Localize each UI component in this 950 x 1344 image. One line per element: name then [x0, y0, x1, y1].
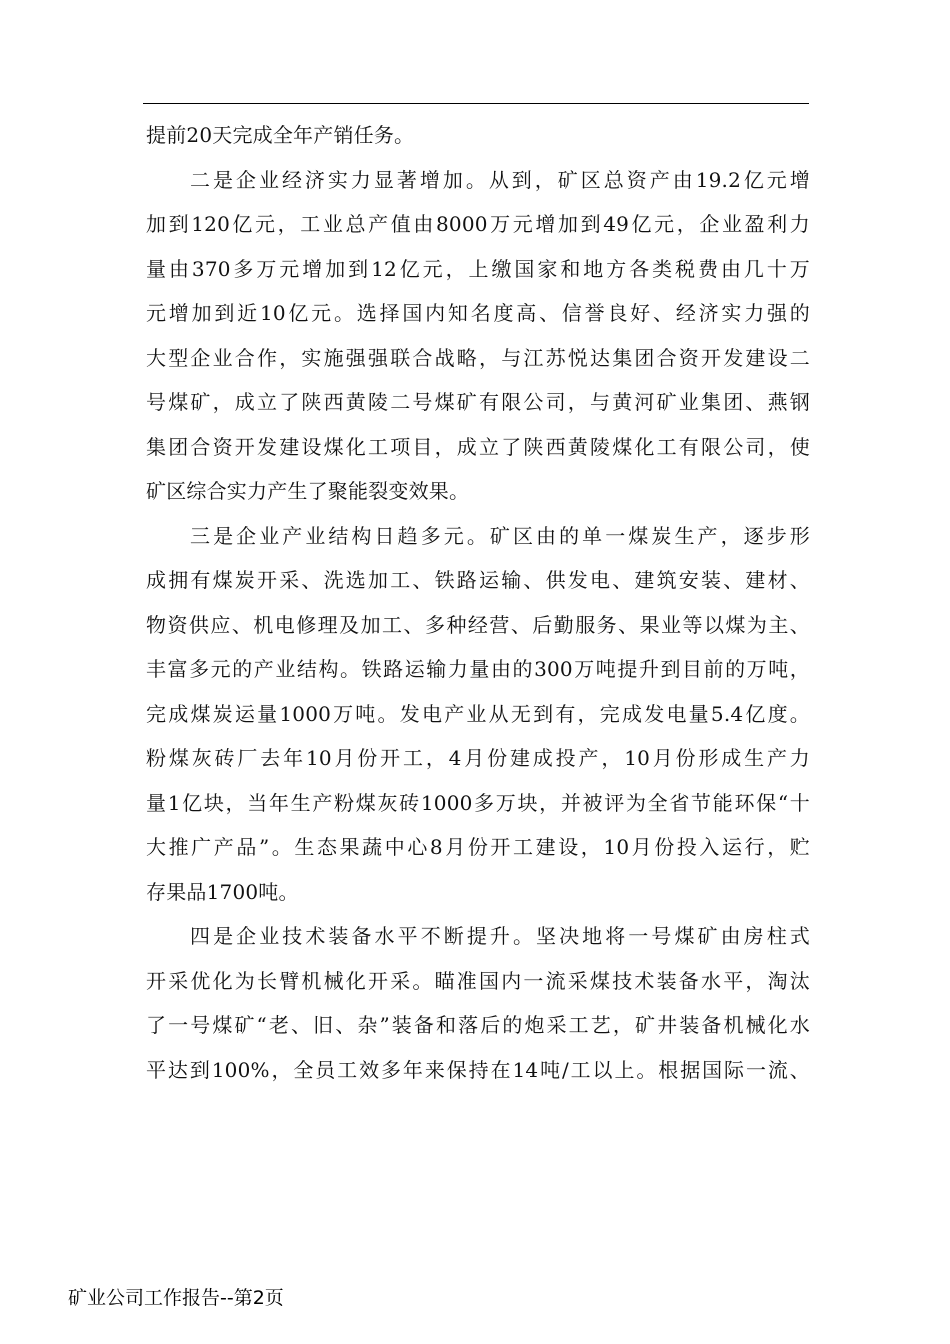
text-line: 矿区综合实力产生了聚能裂变效果。: [146, 479, 470, 503]
header-rule: [143, 103, 809, 104]
text-line: 了一号煤矿“老、旧、杂”装备和落后的炮采工艺，矿井装备机械化水: [146, 1013, 810, 1037]
text-line: 量1亿块，当年生产粉煤灰砖1000多万块，并被评为全省节能环保“十: [146, 790, 810, 815]
text-line: 提前20天完成全年产销任务。: [146, 123, 415, 147]
text-line: 号煤矿，成立了陕西黄陵二号煤矿有限公司，与黄河矿业集团、燕钢: [146, 390, 810, 414]
body-text: [146, 113, 810, 1092]
text-line: 完成煤炭运量1000万吨。发电产业从无到有，完成发电量5.4亿度。: [146, 701, 810, 726]
text-line: 开采优化为长臂机械化开采。瞄准国内一流采煤技术装备水平，淘汰: [146, 968, 810, 993]
text-line: 丰富多元的产业结构。铁路运输力量由的300万吨提升到目前的万吨，: [146, 657, 810, 681]
text-line: 物资供应、机电修理及加工、多种经营、后勤服务、果业等以煤为主、: [146, 612, 810, 637]
text-line: 存果品1700吨。: [146, 879, 299, 904]
text-line: 集团合资开发建设煤化工项目，成立了陕西黄陵煤化工有限公司，使: [146, 434, 810, 459]
text-line: 三是企业产业结构日趋多元。矿区由的单一煤炭生产，逐步形: [190, 523, 810, 548]
page-footer: 矿业公司工作报告--第2页: [68, 1287, 284, 1309]
text-line: 粉煤灰砖厂去年10月份开工，4月份建成投产，10月份形成生产力: [146, 746, 810, 770]
text-line: 元增加到近10亿元。选择国内知名度高、信誉良好、经济实力强的: [146, 301, 810, 325]
text-line: 加到120亿元，工业总产值由8000万元增加到49亿元，企业盈利力: [146, 212, 810, 236]
text-line: 成拥有煤炭开采、洗选加工、铁路运输、供发电、建筑安装、建材、: [146, 568, 810, 592]
text-line: 大型企业合作，实施强强联合战略，与江苏悦达集团合资开发建设二: [146, 345, 810, 370]
text-line: 大推广产品”。生态果蔬中心8月份开工建设，10月份投入运行，贮: [146, 835, 810, 859]
text-line: 二是企业经济实力显著增加。从到，矿区总资产由19.2亿元增: [190, 167, 810, 192]
text-line: 平达到100%，全员工效多年来保持在14吨/工以上。根据国际一流、: [146, 1057, 810, 1082]
text-line: 量由370多万元增加到12亿元，上缴国家和地方各类税费由几十万: [146, 256, 810, 281]
text-line: 四是企业技术装备水平不断提升。坚决地将一号煤矿由房柱式: [190, 924, 810, 948]
